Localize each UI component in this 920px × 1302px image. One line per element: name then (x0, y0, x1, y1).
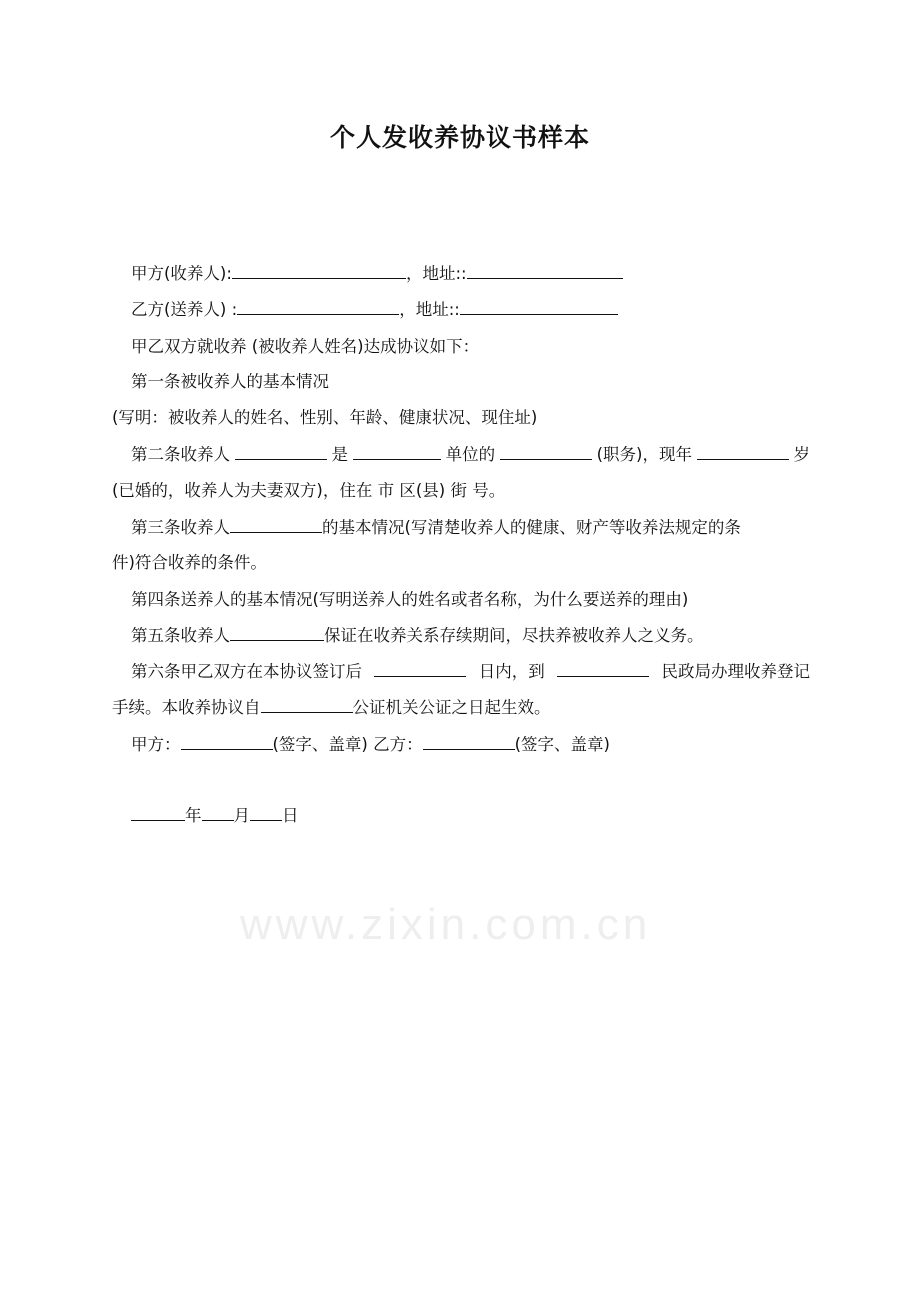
agreement-intro: 甲乙双方就收养 (被收养人姓名)达成协议如下： (131, 337, 480, 356)
blank-field[interactable] (500, 444, 592, 460)
article-1: 第一条被收养人的基本情况 (131, 372, 329, 391)
label: 月 (233, 806, 250, 825)
blank-field[interactable] (235, 444, 327, 460)
label: 第二条收养人 (131, 445, 230, 464)
blank-field[interactable] (467, 263, 623, 279)
label: 单位的 (445, 445, 496, 464)
label: 日内，到 (478, 662, 545, 681)
article-6-cont (112, 697, 810, 719)
blank-field[interactable] (374, 661, 466, 677)
article-2 (131, 444, 810, 466)
article-3-cont: 件)符合收养的条件。 (112, 553, 267, 572)
label: 保证在收养关系存续期间，尽扶养被收养人之义务。 (324, 626, 704, 645)
label: 第三条收养人 (131, 518, 230, 537)
blank-field[interactable] (230, 517, 322, 533)
signature-line (131, 734, 810, 756)
label: 民政局办理收养登记 (661, 662, 810, 681)
party-a-signature-field[interactable] (181, 734, 273, 750)
article-4: 第四条送养人的基本情况(写明送养人的姓名或者名称，为什么要送养的理由) (131, 590, 689, 609)
blank-field[interactable] (232, 263, 406, 279)
blank-field[interactable] (460, 299, 618, 315)
label: 第五条收养人 (131, 626, 230, 645)
label: 年 (185, 806, 202, 825)
blank-field[interactable] (237, 299, 399, 315)
label: (签字、盖章) 乙方： (272, 735, 423, 754)
party-a-line (131, 263, 810, 285)
month-field[interactable] (202, 805, 234, 821)
label: 岁 (793, 445, 810, 464)
party-b-line (131, 299, 810, 321)
article-1-note: (写明：被收养人的姓名、性别、年龄、健康状况、现住址) (112, 408, 538, 427)
blank-field[interactable] (261, 697, 353, 713)
date-line (131, 805, 810, 827)
document-title: 个人发收养协议书样本 (329, 123, 590, 152)
blank-field[interactable] (697, 444, 789, 460)
article-6 (131, 661, 810, 683)
label: (签字、盖章) (514, 735, 610, 754)
year-field[interactable] (131, 805, 185, 821)
blank-field[interactable] (230, 625, 324, 641)
label: (职务)，现年 (596, 445, 692, 464)
party-b-signature-field[interactable] (423, 734, 515, 750)
article-3 (131, 517, 810, 539)
label: 公证机关公证之日起生效。 (352, 698, 551, 717)
label: 的基本情况(写清楚收养人的健康、财产等收养法规定的条 (322, 518, 741, 537)
label: 乙方(送养人) : (131, 300, 238, 319)
article-5 (131, 625, 810, 647)
label: ，地址:: (399, 300, 460, 319)
day-field[interactable] (250, 805, 282, 821)
blank-field[interactable] (557, 661, 649, 677)
watermark: www.zixin.com.cn (240, 900, 652, 949)
label: 日 (282, 806, 299, 825)
label: 第六条甲乙双方在本协议签订后 (131, 662, 362, 681)
label: ，地址:: (405, 264, 467, 283)
article-2-cont: (已婚的，收养人为夫妻双方)，住在 市 区(县) 街 号。 (112, 481, 506, 500)
label: 甲方： (131, 735, 181, 754)
label: 甲方(收养人): (131, 264, 232, 283)
label: 手续。本收养协议自 (112, 698, 261, 717)
blank-field[interactable] (353, 444, 441, 460)
label: 是 (331, 445, 349, 464)
